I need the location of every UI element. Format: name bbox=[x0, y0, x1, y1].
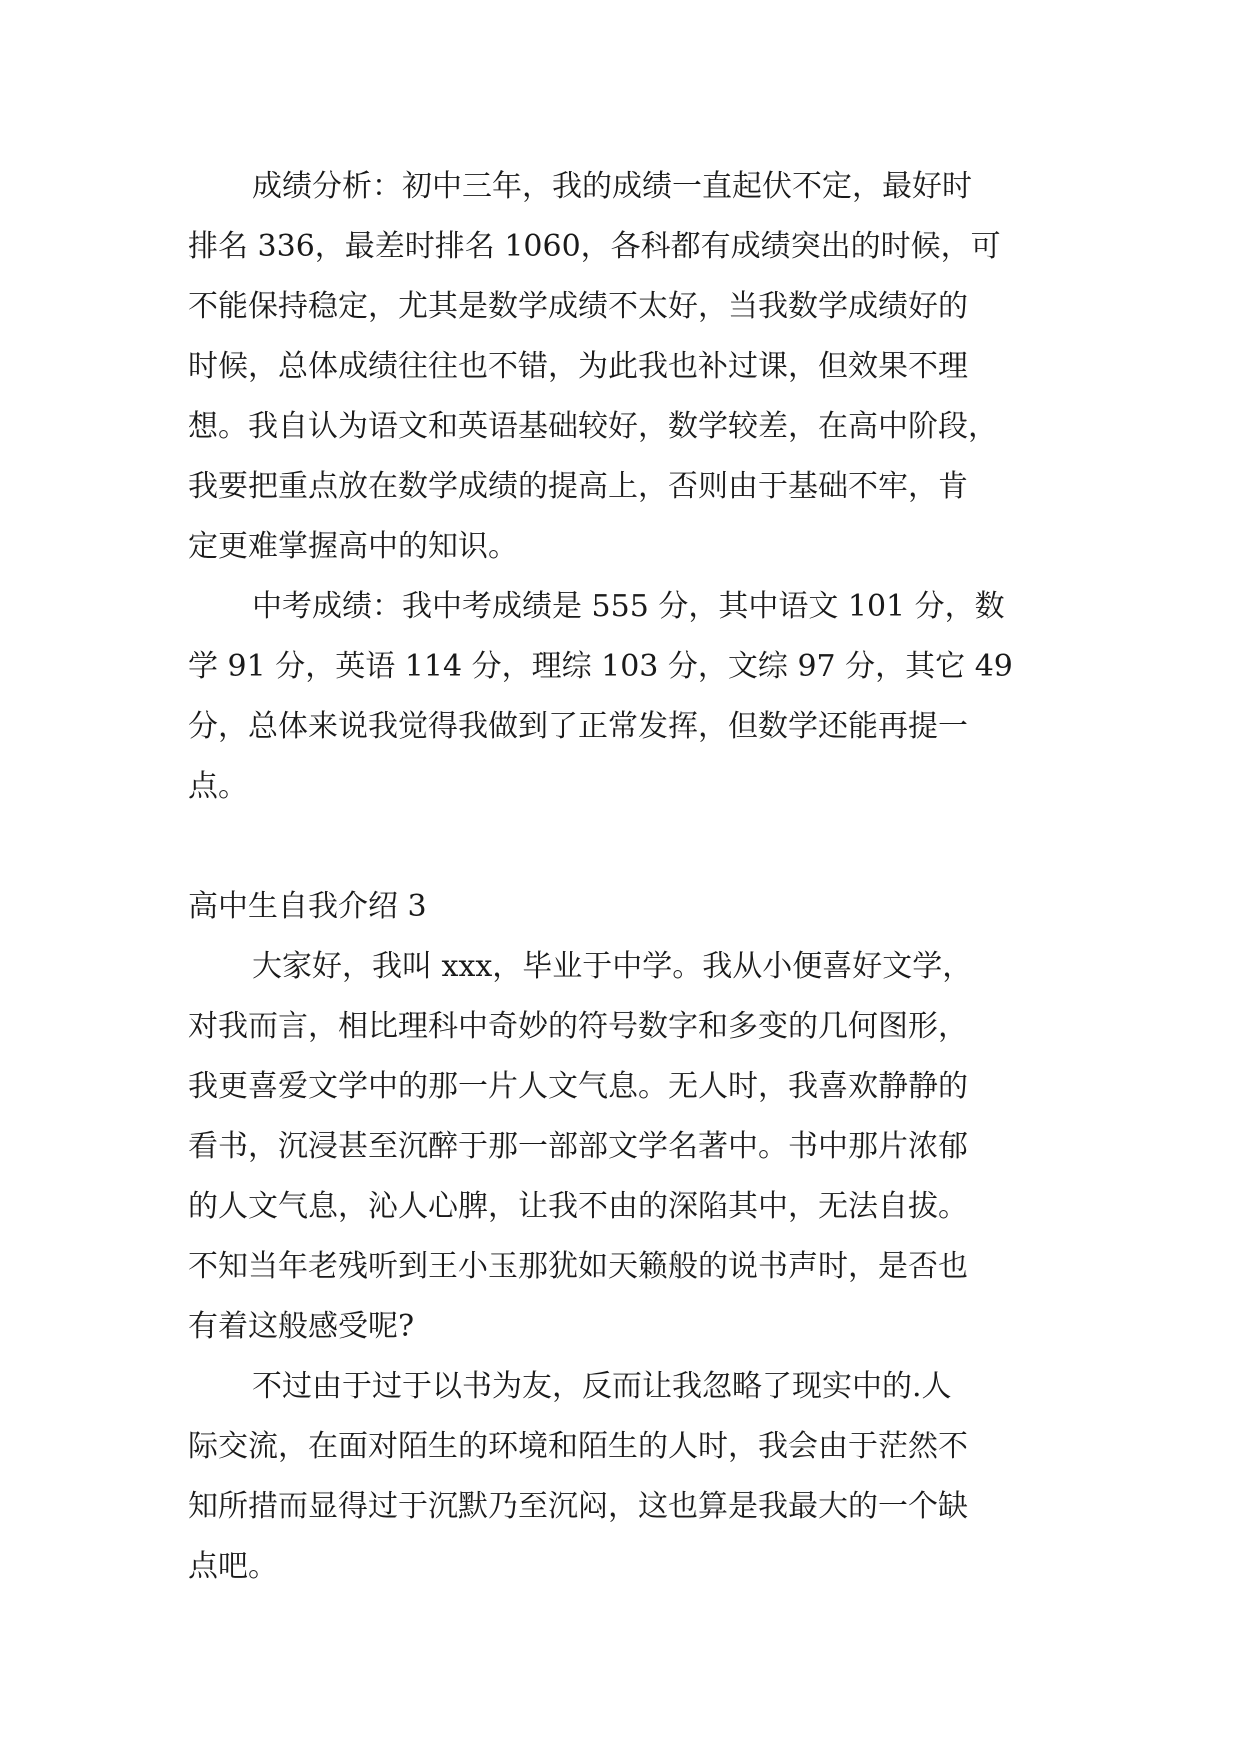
text-line: 对我而言，相比理科中奇妙的符号数字和多变的几何图形， bbox=[188, 1009, 968, 1044]
text-line: 定更难掌握高中的知识。 bbox=[188, 529, 518, 564]
paragraph-exam-results bbox=[188, 577, 1068, 817]
text-line: 有着这般感受呢? bbox=[188, 1309, 415, 1344]
document-body bbox=[188, 157, 1068, 1597]
paragraph-intro-1 bbox=[188, 937, 1068, 1357]
paragraph-intro-2 bbox=[188, 1357, 1068, 1597]
text-line: 的人文气息，沁人心脾，让我不由的深陷其中，无法自拔。 bbox=[188, 1189, 968, 1224]
text-line: 际交流，在面对陌生的环境和陌生的人时，我会由于茫然不 bbox=[188, 1429, 968, 1464]
text-line: 我更喜爱文学中的那一片人文气息。无人时，我喜欢静静的 bbox=[188, 1069, 968, 1104]
text-line: 时候，总体成绩往往也不错，为此我也补过课，但效果不理 bbox=[188, 349, 968, 384]
text-line: 不知当年老残听到王小玉那犹如天籁般的说书声时，是否也 bbox=[188, 1249, 968, 1284]
text-line: 排名 336，最差时排名 1060，各科都有成绩突出的时候，可 bbox=[188, 229, 1001, 264]
section-heading: 高中生自我介绍 3 bbox=[188, 889, 427, 924]
paragraph-grade-analysis bbox=[188, 157, 1068, 577]
text-line: 分，总体来说我觉得我做到了正常发挥，但数学还能再提一 bbox=[188, 709, 968, 744]
text-line: 大家好，我叫 xxx，毕业于中学。我从小便喜好文学， bbox=[252, 949, 973, 984]
text-line: 成绩分析：初中三年，我的成绩一直起伏不定，最好时 bbox=[252, 169, 972, 204]
text-line: 学 91 分，英语 114 分，理综 103 分，文综 97 分，其它 49 bbox=[188, 649, 1013, 684]
text-line: 我要把重点放在数学成绩的提高上，否则由于基础不牢，肯 bbox=[188, 469, 968, 504]
text-line: 点吧。 bbox=[188, 1549, 278, 1584]
text-line: 中考成绩：我中考成绩是 555 分，其中语文 101 分，数 bbox=[252, 589, 1005, 624]
text-line: 不能保持稳定，尤其是数学成绩不太好，当我数学成绩好的 bbox=[188, 289, 968, 324]
text-line: 点。 bbox=[188, 769, 248, 804]
text-line: 看书，沉浸甚至沉醉于那一部部文学名著中。书中那片浓郁 bbox=[188, 1129, 968, 1164]
text-line: 知所措而显得过于沉默乃至沉闷，这也算是我最大的一个缺 bbox=[188, 1489, 968, 1524]
section-spacer bbox=[188, 817, 1068, 877]
text-line: 想。我自认为语文和英语基础较好，数学较差，在高中阶段， bbox=[188, 409, 998, 444]
text-line: 不过由于过于以书为友，反而让我忽略了现实中的.人 bbox=[252, 1369, 952, 1404]
